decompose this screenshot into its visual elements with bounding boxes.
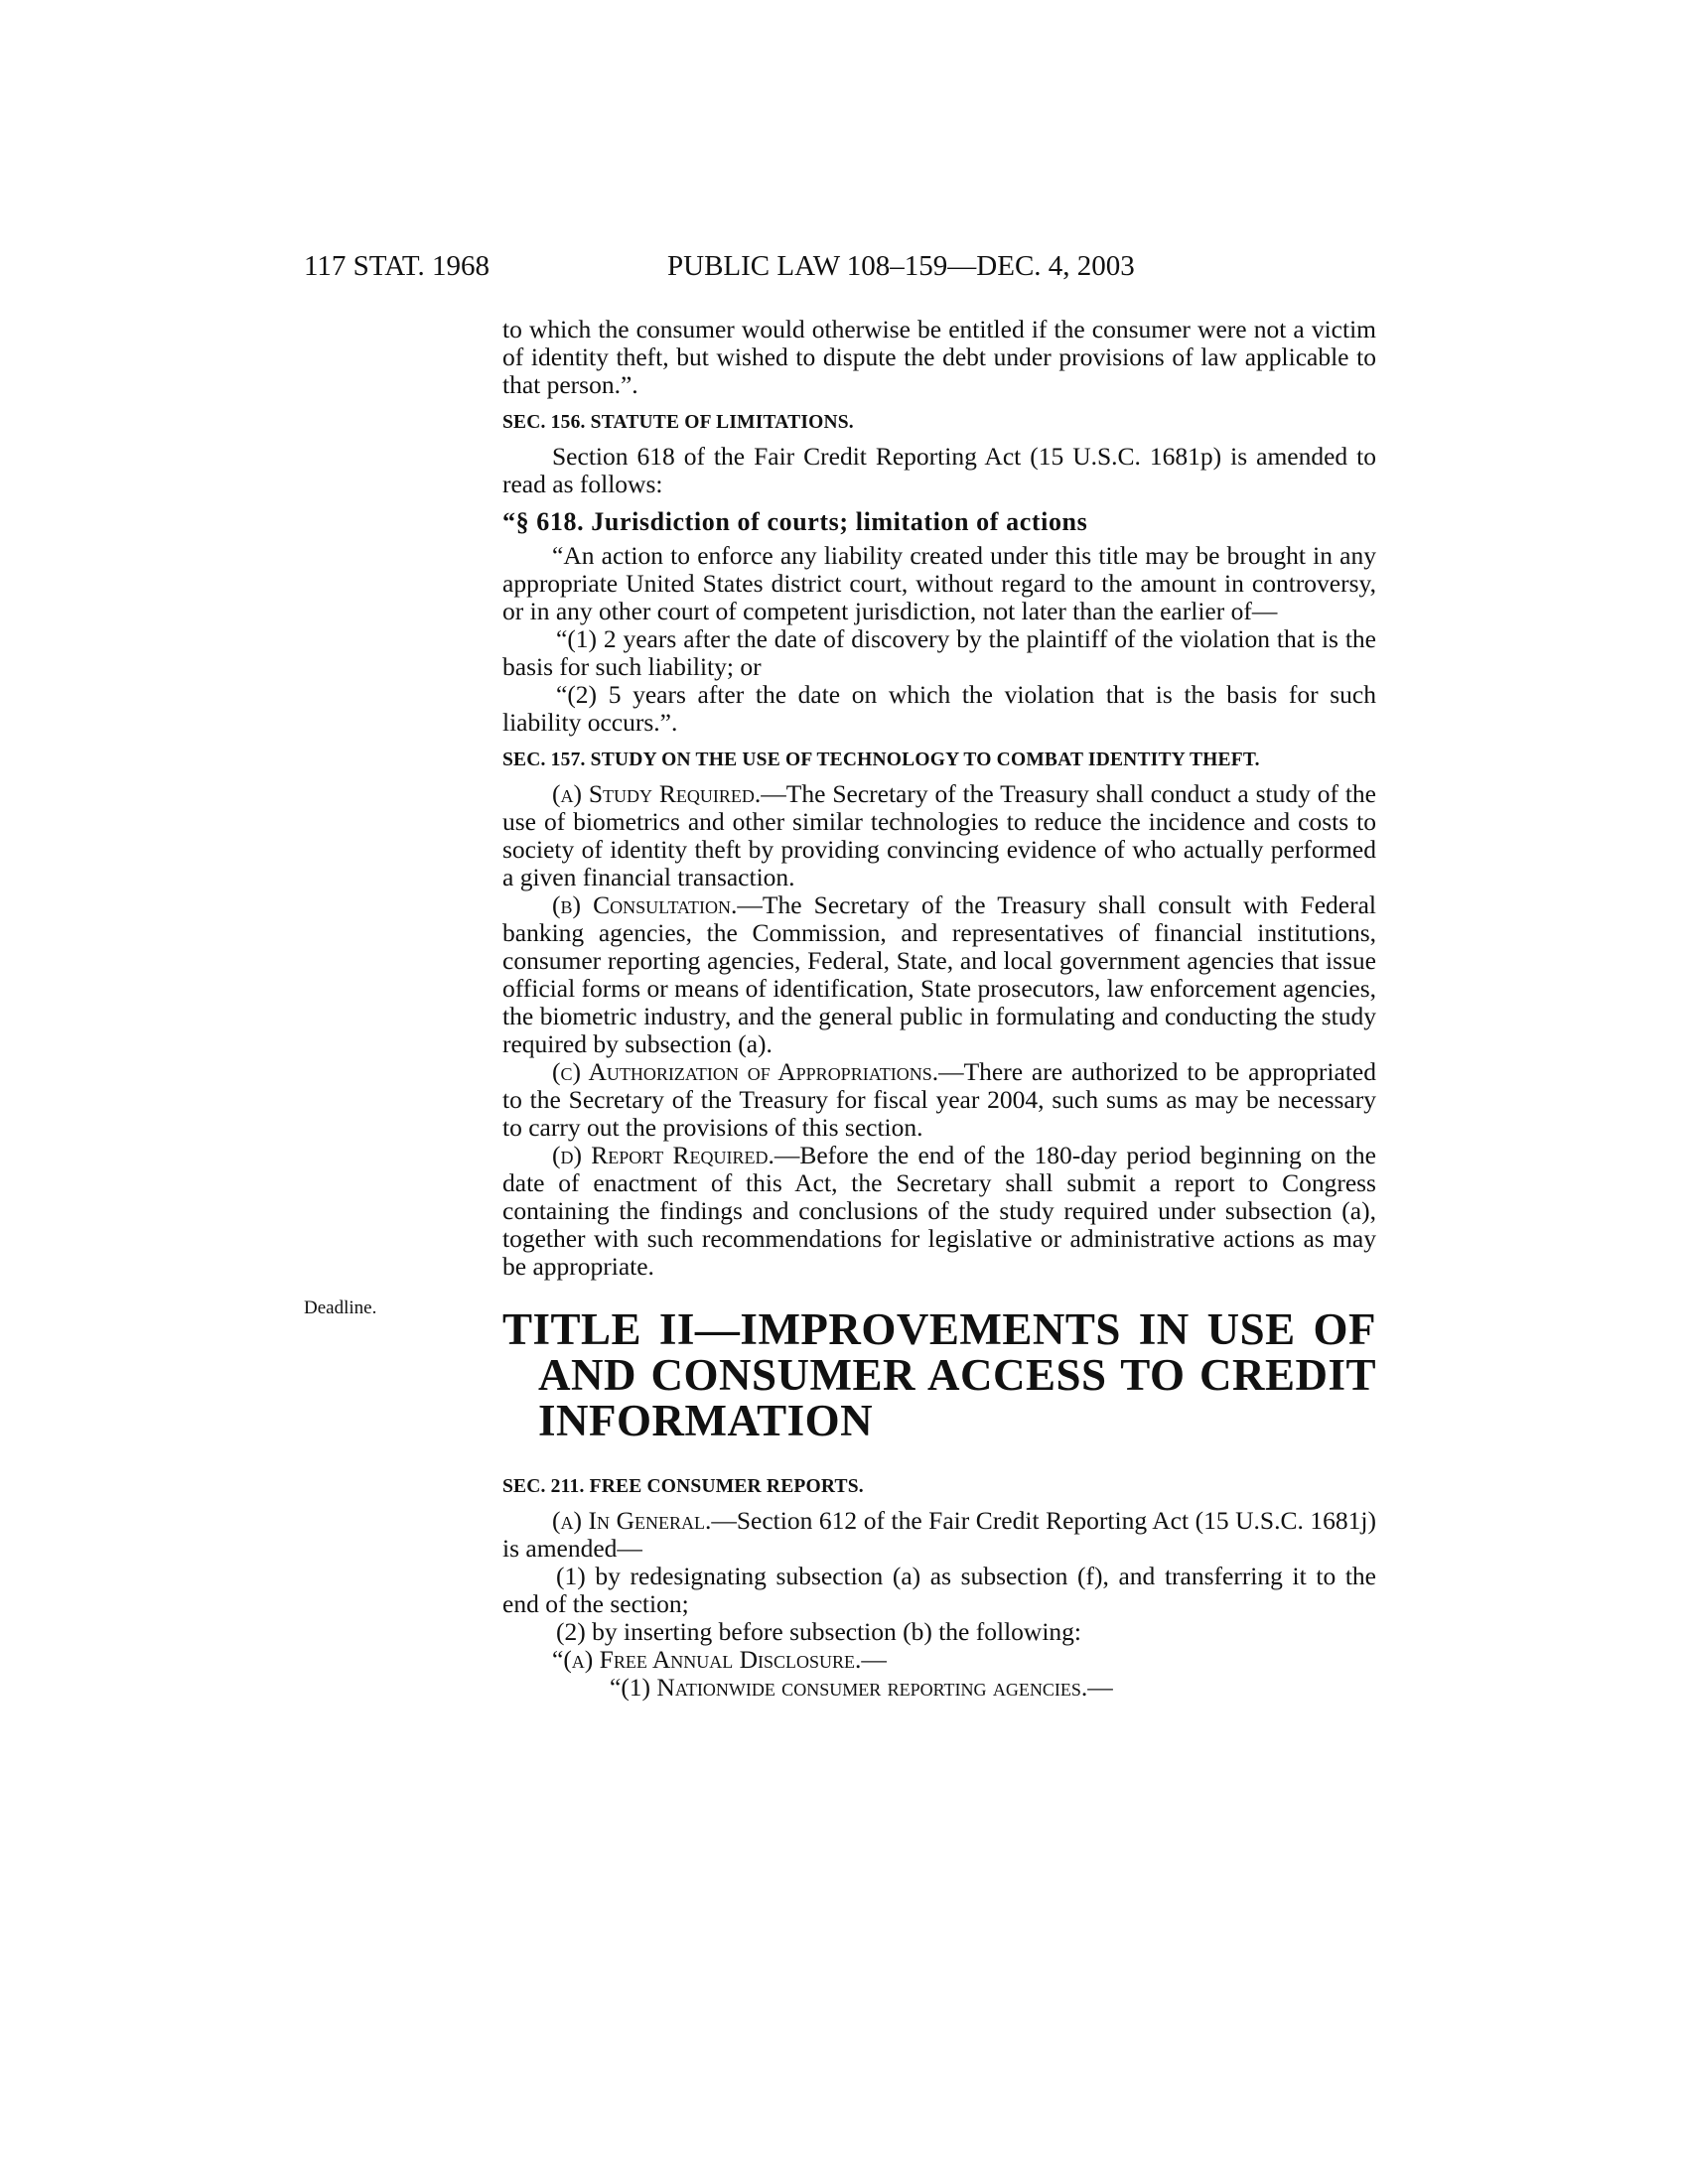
sec-211-item-2 <box>449 1618 1376 1646</box>
sec-211-heading: SEC. 211. FREE CONSUMER REPORTS. <box>502 1476 864 1497</box>
sec-211-a <box>502 1507 1376 1563</box>
main-text-column <box>502 316 1376 1702</box>
sec-157-b-label: (b) Consultation. <box>552 890 738 919</box>
free-annual-disclosure: “(a) Free Annual Disclosure.— <box>552 1645 887 1674</box>
sec-157-a-text: —The Secretary of the Treasury shall conduct a study of the use of biometrics and other similar technologies to reduce the incidence and costs to society of identity theft by providing convincing evidence of who actually performed a given financial transaction. <box>502 779 1376 891</box>
sec-157-d-label: (d) Report Required. <box>552 1141 774 1169</box>
continued-paragraph: to which the consumer would otherwise be entitled if the consumer were not a victim of identity theft, but wished to dispute the debt under provisions of law applicable to that person.”. <box>502 315 1376 399</box>
sec-157-a-label: (a) Study Required. <box>552 779 762 808</box>
sec-157-b-text: —The Secretary of the Treasury shall consult with Federal banking agencies, the Commission, and representatives of financial institutions, consumer reporting agencies, Federal, State, and local government agencies that issue official forms or means of identification, State prosecutors, law enforcement agencies, the biometric industry, and the general public in formulating and conducting the study required by subsection (a). <box>502 890 1376 1058</box>
nationwide-agencies: “(1) Nationwide consumer reporting agencies.— <box>610 1673 1113 1702</box>
page-header <box>0 250 1688 290</box>
sec-211-item-1 <box>449 1563 1376 1618</box>
sec-211-item-1-text: (1) by redesignating subsection (a) as subsection (f), and transferring it to the end of the section; <box>502 1562 1376 1618</box>
sec-157-d <box>502 1142 1376 1281</box>
sec-211-a-text: —Section 612 of the Fair Credit Reporting Act (15 U.S.C. 1681j) is amended— <box>502 1506 1376 1563</box>
sec-157-heading: SEC. 157. STUDY ON THE USE OF TECHNOLOGY TO COMBAT IDENTITY THEFT. <box>502 750 1260 770</box>
title-ii-heading: TITLE II—IMPROVEMENTS IN USE OF AND CONSUMER ACCESS TO CREDIT INFORMATION <box>502 1304 1376 1445</box>
margin-note-deadline: Deadline. <box>304 1297 377 1318</box>
sec-211-a-label: (a) In General. <box>552 1506 712 1535</box>
sec-157-c-label: (c) Authorization of Appropriations. <box>552 1057 939 1086</box>
sec-211-item-2-text: (2) by inserting before subsection (b) the following: <box>556 1617 1082 1646</box>
sec-618-item-1-text: “(1) 2 years after the date of discovery by the plaintiff of the violation that is the basis for such liability; or <box>502 624 1376 681</box>
sec-157-d-text: —Before the end of the 180-day period beginning on the date of enactment of this Act, the Secretary shall submit a report to Congress containing the findings and conclusions of the study required under subsection (a), together with such recommendations for legislative or administrative actions as may be appropriate. <box>502 1141 1376 1281</box>
sec-157-c <box>502 1058 1376 1142</box>
public-law-citation: PUBLIC LAW 108–159—DEC. 4, 2003 <box>667 250 1135 282</box>
sec-157-a <box>502 780 1376 891</box>
sec-618-heading: “§ 618. Jurisdiction of courts; limitation of actions <box>502 507 1088 536</box>
sec-618-item-1 <box>449 625 1376 681</box>
sec-157-c-text: —There are authorized to be appropriated to the Secretary of the Treasury for fiscal year 2004, such sums as may be necessary to carry out the provisions of this section. <box>502 1057 1376 1142</box>
sec-157-b <box>502 891 1376 1058</box>
sec-618-item-2-text: “(2) 5 years after the date on which the violation that is the basis for such liability occurs.”. <box>502 680 1376 737</box>
sec-156-heading: SEC. 156. STATUTE OF LIMITATIONS. <box>502 412 854 433</box>
statute-page-number: 117 STAT. 1968 <box>304 250 490 282</box>
sec-156-intro: Section 618 of the Fair Credit Reporting Act (15 U.S.C. 1681p) is amended to read as follows: <box>502 442 1376 498</box>
sec-618-item-2 <box>449 681 1376 737</box>
sec-618-text: “An action to enforce any liability created under this title may be brought in any appropriate United States district court, without regard to the amount in controversy, or in any other court of competent jurisdiction, not later than the earlier of— <box>502 541 1376 625</box>
